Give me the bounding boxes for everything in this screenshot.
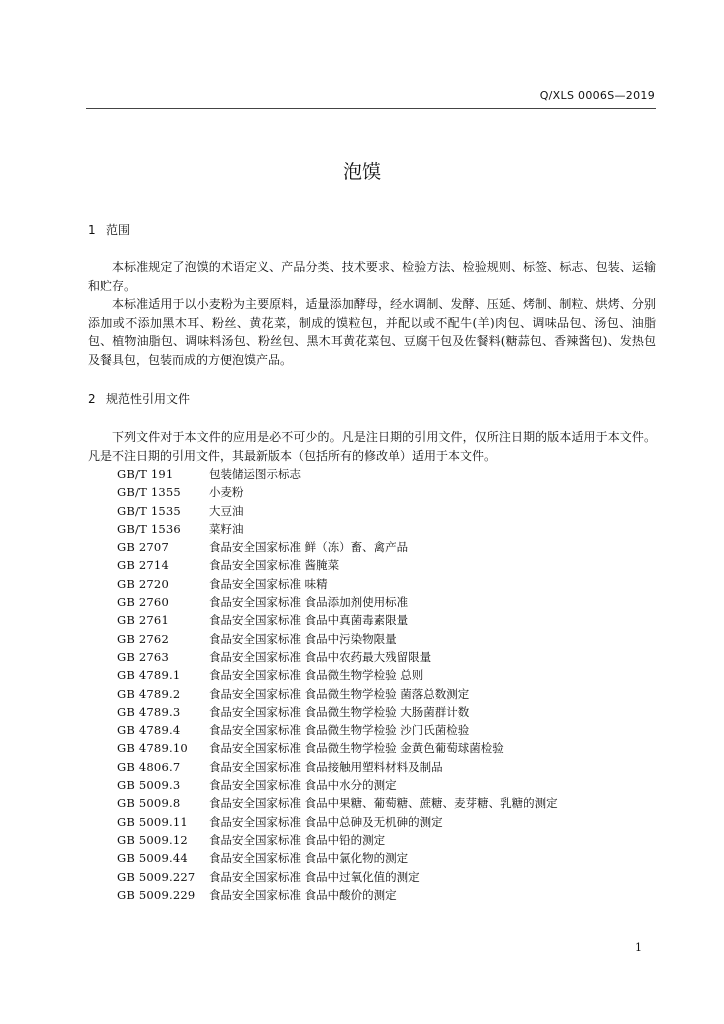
header-rule xyxy=(86,108,656,109)
reference-code: GB 5009.227 xyxy=(117,869,196,884)
reference-item xyxy=(117,538,558,556)
reference-item xyxy=(117,794,558,812)
reference-code: GB 5009.8 xyxy=(117,796,181,811)
reference-item xyxy=(117,758,558,776)
reference-title: 食品安全国家标准 食品中水分的测定 xyxy=(209,778,397,793)
section-number: 1 xyxy=(88,223,96,237)
reference-item xyxy=(117,868,558,886)
reference-item xyxy=(117,483,558,501)
section-title: 范围 xyxy=(106,223,131,237)
reference-code: GB/T 1355 xyxy=(117,485,181,500)
reference-title: 食品安全国家标准 鲜（冻）畜、禽产品 xyxy=(209,540,409,555)
reference-item xyxy=(117,556,558,574)
references-paragraph: 下列文件对于本文件的应用是必不可少的。凡是注日期的引用文件，仅所注日期的版本适用于本文件。凡是不注日期的引用文件，其最新版本（包括所有的修改单）适用于本文件。 xyxy=(88,430,656,463)
reference-code: GB 2720 xyxy=(117,576,169,591)
reference-code: GB 5009.229 xyxy=(117,887,196,902)
reference-item xyxy=(117,849,558,867)
reference-item xyxy=(117,575,558,593)
reference-item xyxy=(117,831,558,849)
reference-title: 食品安全国家标准 酱腌菜 xyxy=(209,558,340,573)
reference-title: 包装储运图示标志 xyxy=(209,467,301,481)
reference-title: 食品安全国家标准 食品添加剂使用标准 xyxy=(209,595,409,610)
reference-title: 食品安全国家标准 食品中农药最大残留限量 xyxy=(209,649,432,664)
reference-title: 食品安全国家标准 食品中真菌毒素限量 xyxy=(209,613,409,628)
reference-item xyxy=(117,465,558,483)
reference-code: GB 5009.11 xyxy=(117,814,188,829)
reference-code: GB 4789.4 xyxy=(117,723,181,738)
section-heading-normative-references xyxy=(88,390,190,407)
reference-code: GB 4789.3 xyxy=(117,704,181,719)
reference-title: 食品安全国家标准 食品微生物学检验 总则 xyxy=(209,668,424,683)
reference-item xyxy=(117,520,558,538)
reference-code: GB 4789.1 xyxy=(117,668,181,683)
reference-title: 菜籽油 xyxy=(209,521,244,536)
reference-item xyxy=(117,703,558,721)
scope-paragraph-1: 本标准规定了泡馍的术语定义、产品分类、技术要求、检验方法、检验规则、标签、标志、包装、运输和贮存。 xyxy=(88,260,656,293)
reference-title: 大豆油 xyxy=(209,503,244,518)
reference-code: GB/T 191 xyxy=(117,467,174,481)
reference-item xyxy=(117,502,558,520)
reference-title: 食品安全国家标准 味精 xyxy=(209,576,328,591)
reference-item xyxy=(117,739,558,757)
reference-item xyxy=(117,721,558,739)
section-number: 2 xyxy=(88,392,96,406)
reference-item xyxy=(117,593,558,611)
reference-title: 食品安全国家标准 食品微生物学检验 金黄色葡萄球菌检验 xyxy=(209,741,504,756)
reference-code: GB 2761 xyxy=(117,613,169,628)
reference-code: GB/T 1535 xyxy=(117,503,181,518)
section-heading-scope xyxy=(88,221,130,238)
reference-item xyxy=(117,776,558,794)
reference-item xyxy=(117,648,558,666)
reference-item xyxy=(117,813,558,831)
reference-title: 食品安全国家标准 食品中酸价的测定 xyxy=(209,887,397,902)
reference-code: GB 2760 xyxy=(117,595,169,610)
reference-code: GB 4789.10 xyxy=(117,741,188,756)
reference-code: GB 5009.44 xyxy=(117,851,188,866)
reference-item xyxy=(117,611,558,629)
reference-item xyxy=(117,886,558,904)
reference-code: GB 2707 xyxy=(117,540,169,555)
page-number: 1 xyxy=(635,941,642,954)
reference-code: GB 2763 xyxy=(117,649,169,664)
reference-title: 食品安全国家标准 食品接触用塑料材料及制品 xyxy=(209,759,443,774)
reference-title: 食品安全国家标准 食品中污染物限量 xyxy=(209,631,397,646)
reference-title: 食品安全国家标准 食品微生物学检验 菌落总数测定 xyxy=(209,686,470,701)
section-title: 规范性引用文件 xyxy=(106,392,191,406)
scope-paragraph-2: 本标准适用于以小麦粉为主要原料，适量添加酵母，经水调制、发酵、压延、烤制、制粒、烘烤、分别添加或不添加黑木耳、粉丝、黄花菜，制成的馍粒包，并配以或不配牛(羊)肉包、调味品包、汤包、油脂包、植物油脂包、调味料汤包、粉丝包、黑木耳黄花菜包、豆腐干包及佐餐料(糖蒜包、香辣酱包)、发热包及餐具包，包装而成的方便泡馍产品。 xyxy=(88,297,656,367)
reference-code: GB 4789.2 xyxy=(117,686,181,701)
reference-list xyxy=(117,465,558,904)
reference-code: GB 4806.7 xyxy=(117,759,181,774)
reference-item xyxy=(117,685,558,703)
reference-code: GB 2762 xyxy=(117,631,169,646)
reference-title: 食品安全国家标准 食品微生物学检验 大肠菌群计数 xyxy=(209,704,470,719)
reference-title: 食品安全国家标准 食品中过氧化值的测定 xyxy=(209,869,420,884)
reference-title: 食品安全国家标准 食品中总砷及无机砷的测定 xyxy=(209,814,443,829)
reference-code: GB 5009.12 xyxy=(117,832,188,847)
reference-title: 食品安全国家标准 食品微生物学检验 沙门氏菌检验 xyxy=(209,723,470,738)
reference-code: GB 5009.3 xyxy=(117,778,181,793)
reference-item xyxy=(117,630,558,648)
reference-item xyxy=(117,666,558,684)
document-code: Q/XLS 0006S—2019 xyxy=(539,89,655,102)
page-title: 泡馍 xyxy=(342,161,381,183)
reference-title: 食品安全国家标准 食品中铅的测定 xyxy=(209,832,386,847)
reference-code: GB/T 1536 xyxy=(117,521,181,536)
reference-title: 小麦粉 xyxy=(209,485,244,500)
reference-title: 食品安全国家标准 食品中果糖、葡萄糖、蔗糖、麦芽糖、乳糖的测定 xyxy=(209,796,558,811)
reference-code: GB 2714 xyxy=(117,558,169,573)
reference-title: 食品安全国家标准 食品中氯化物的测定 xyxy=(209,851,409,866)
